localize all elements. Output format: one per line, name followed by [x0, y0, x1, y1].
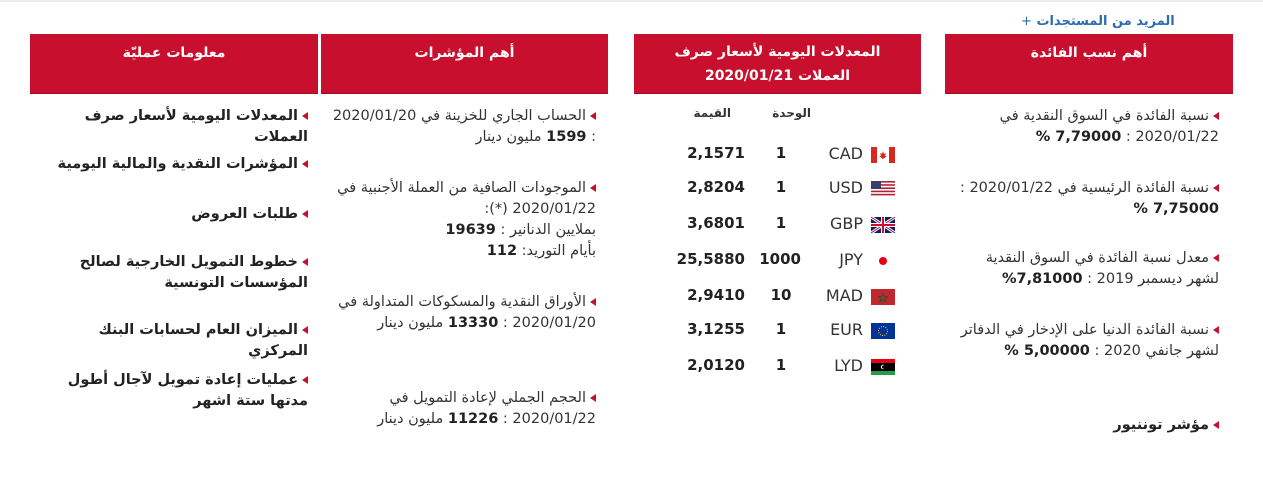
interest-rates-panel — [945, 34, 1233, 433]
indicator-refinancing-volume[interactable]: الحجم الجملي لإعادة التمويل في 2020/01/22 : 11226 مليون دينار — [377, 390, 596, 427]
bullet-arrow-icon — [1213, 254, 1219, 262]
info-link-central-bank-balance[interactable]: الميزان العام لحسابات البنك المركزي — [98, 322, 308, 359]
indicator-banknotes-circulation[interactable]: الأوراق النقدية والمسكوكات المتداولة في 2020/01/20 : 13330 مليون دينار — [338, 294, 596, 331]
bullet-arrow-icon — [302, 160, 308, 168]
indicator-net-foreign-assets[interactable]: الموجودات الصافية من العملة الأجنبية في 2020/01/22 (*): بملايين الدنانير : 19639 بأيام التوريد: 112 — [337, 180, 596, 259]
interest-rates-title: أهم نسب الفائدة — [945, 34, 1233, 94]
fx-row-jpy: JPY 1000 25,5880 — [634, 250, 921, 272]
eu-flag-icon — [871, 323, 895, 339]
fx-rates-panel — [634, 34, 921, 375]
rate-item-key-rate[interactable]: نسبة الفائدة الرئيسية في 2020/01/22 : 7,75000 % — [959, 180, 1219, 217]
fx-rates-title: المعدلات اليومية لأسعار صرف العملات 2020/01/21 — [634, 34, 921, 94]
rate-item-monthly-average[interactable]: معدل نسبة الفائدة في السوق النقدية لشهر ديسمبر 2019 : 7,81000% — [985, 250, 1219, 287]
fx-row-eur: EUR 1 3,1255 — [634, 320, 921, 342]
indicator-treasury-account[interactable]: الحساب الجاري للخزينة في 2020/01/20 : 1599 مليون دينار — [332, 108, 596, 145]
libya-flag-icon — [871, 359, 895, 375]
bullet-arrow-icon — [1213, 184, 1219, 192]
info-link-tenders[interactable]: طلبات العروض — [38, 204, 308, 225]
info-link-long-term-refinancing[interactable]: عمليات إعادة تمويل لآجال أطول مدتها ستة اشهر — [67, 372, 308, 409]
canada-flag-icon — [871, 147, 895, 163]
practical-info-panel — [30, 34, 318, 409]
bullet-arrow-icon — [590, 184, 596, 192]
fx-row-mad: MAD 10 2,9410 — [634, 286, 921, 308]
fx-row-gbp: GBP 1 3,6801 — [634, 214, 921, 236]
practical-info-title: معلومات عمليّة — [30, 34, 318, 94]
fx-row-usd: USD 1 2,8204 — [634, 178, 921, 200]
rate-item-savings-minimum[interactable]: نسبة الفائدة الدنيا على الإدخار في الدفاتر لشهر جانفي 2020 : 5,00000 % — [960, 322, 1219, 359]
bullet-arrow-icon — [590, 112, 596, 120]
bullet-arrow-icon — [302, 112, 308, 120]
bullet-arrow-icon — [1213, 421, 1219, 429]
info-link-foreign-credit-lines[interactable]: خطوط التمويل الخارجية لصالح المؤسسات التونسية — [79, 254, 308, 291]
indicators-panel — [321, 34, 608, 427]
indicators-title: أهم المؤشرات — [321, 34, 608, 94]
more-news-link[interactable]: + المزيد من المستجدات — [1021, 14, 1175, 29]
usa-flag-icon — [871, 181, 895, 197]
bullet-arrow-icon — [1213, 326, 1219, 334]
bullet-arrow-icon — [302, 258, 308, 266]
bullet-arrow-icon — [590, 394, 596, 402]
morocco-flag-icon — [871, 289, 895, 305]
fx-unit-header: الوحدة — [772, 106, 811, 120]
fx-value-header: القيمة — [693, 106, 731, 120]
top-divider — [0, 0, 1263, 2]
rate-item-money-market[interactable]: نسبة الفائدة في السوق النقدية في 2020/01/22 : 7,79000 % — [999, 108, 1219, 145]
bullet-arrow-icon — [1213, 112, 1219, 120]
japan-flag-icon — [871, 253, 895, 269]
bullet-arrow-icon — [302, 326, 308, 334]
fx-row-lyd: LYD 1 2,0120 — [634, 356, 921, 378]
info-link-daily-indicators[interactable]: المؤشرات النقدية والمالية اليومية — [38, 154, 308, 175]
bullet-arrow-icon — [302, 376, 308, 384]
fx-row-cad: CAD 1 2,1571 — [634, 144, 921, 166]
rate-item-tunindex[interactable]: مؤشر توننيور — [957, 415, 1219, 436]
info-link-daily-fx[interactable]: المعدلات اليومية لأسعار صرف العملات — [84, 108, 308, 145]
uk-flag-icon — [871, 217, 895, 233]
bullet-arrow-icon — [302, 210, 308, 218]
bullet-arrow-icon — [590, 298, 596, 306]
